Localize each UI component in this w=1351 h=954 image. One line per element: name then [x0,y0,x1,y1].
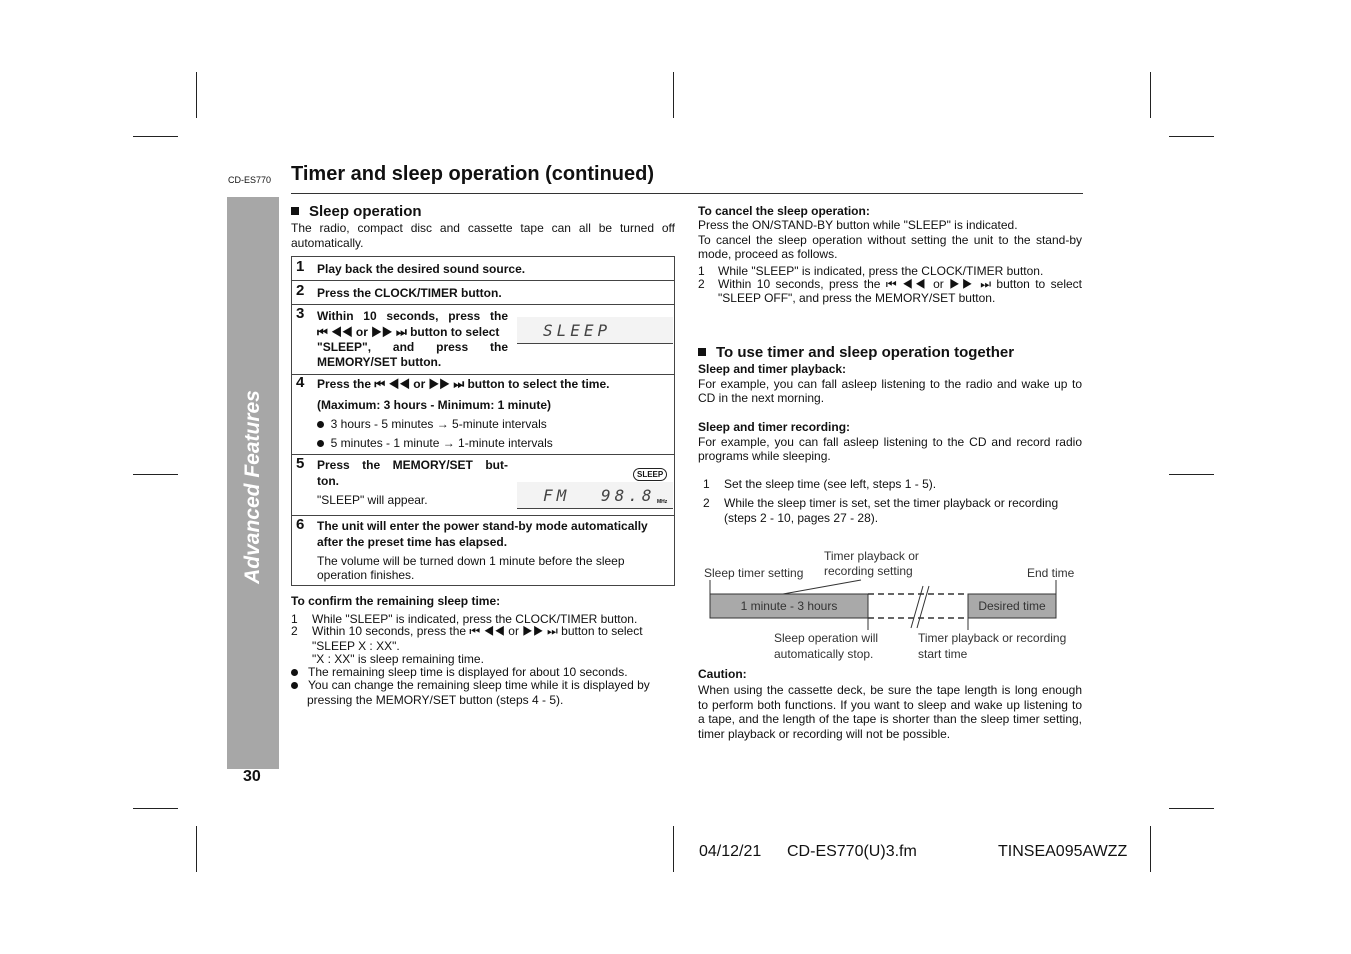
crop-mark [196,72,197,118]
box-sleep-duration: 1 minute - 3 hours [740,599,838,613]
step-text: The volume will be turned down 1 minute before the sleep [317,554,625,568]
caution-title: Caution: [698,667,747,681]
step-number: 5 [296,455,305,472]
step-text: Play back the desired sound source. [317,262,526,276]
confirm-title: To confirm the remaining sleep time: [291,594,501,608]
box-desired-time: Desired time [978,599,1046,613]
crop-mark [673,826,674,872]
confirm-num: 1 [291,612,298,626]
cancel-num: 2 [698,277,705,291]
step-text: Press the CLOCK/TIMER button. [317,286,502,300]
cancel-text: Press the ON/STAND-BY button while "SLEEP" is indicated. [698,218,1018,232]
step-text: ⏮ ◀◀ or ▶▶ ⏭ button to select [317,325,500,339]
section-title-sleep: Sleep operation [291,203,422,220]
playback-text: For example, you can fall asleep listening to the radio and wake up to CD in the next morning. [698,377,1082,405]
cancel-item: "SLEEP OFF", and press the MEMORY/SET button. [718,291,996,305]
cancel-title: To cancel the sleep operation: [698,204,870,218]
crop-mark [1150,826,1151,872]
crop-mark [133,474,178,475]
sleep-intro: The radio, compact disc and cassette tape can all be turned off automatically. [291,221,675,250]
square-bullet-icon [291,207,299,215]
lcd-display-sleep [517,317,673,344]
square-bullet-icon [698,348,706,356]
recording-text: For example, you can fall asleep listening to the CD and record radio programs while sleeping. [698,435,1082,463]
confirm-bullet: The remaining sleep time is displayed for about 10 seconds. [291,666,628,679]
footer-file: CD-ES770(U)3.fm [787,843,917,860]
step-bullet: 5 minutes - 1 minute → 1-minute intervals [317,436,553,451]
step-text: MEMORY/SET button. [317,355,442,369]
together-num: 2 [703,496,710,510]
lcd-unit: MHz [657,499,668,505]
together-num: 1 [703,477,710,491]
bullet-icon [317,440,324,447]
step-text: Press the ⏮ ◀◀ or ▶▶ ⏭ button to select the time. [317,377,610,391]
footer-code: TINSEA095AWZZ [998,843,1128,860]
step-text: "SLEEP" will appear. [317,493,428,507]
step-number: 2 [296,282,305,299]
recording-title: Sleep and timer recording: [698,420,851,434]
step-divider [292,515,674,516]
together-step: Set the sleep time (see left, steps 1 - 5). [724,477,937,491]
step-number: 4 [296,374,305,391]
crop-mark [133,136,178,137]
bullet-icon [291,669,298,676]
label-timer-setting: recording setting [824,564,913,578]
step-divider [292,280,674,281]
footer-date: 04/12/21 [699,843,762,860]
cancel-num: 1 [698,264,705,278]
confirm-bullet-cont: pressing the MEMORY/SET button (steps 4 - 5). [307,693,564,707]
confirm-num: 2 [291,624,298,638]
label-timer-setting: Timer playback or [824,549,919,563]
step-number: 6 [296,516,305,533]
lcd-frequency: 98.8 [601,486,656,505]
lcd-display-fm [517,482,673,509]
step-text: "SLEEP", and press the [317,340,508,354]
label-timer-start: Timer playback or recording [918,631,1067,645]
step-text: (Maximum: 3 hours - Minimum: 1 minute) [317,398,552,412]
title-rule [291,193,1083,194]
timing-diagram [698,546,1088,666]
sleep-badge-icon: SLEEP [633,468,667,481]
crop-mark [1169,808,1214,809]
lcd-text: SLEEP [543,321,612,340]
label-sleep-setting: Sleep timer setting [704,566,804,580]
crop-mark [1169,136,1214,137]
cancel-item: Within 10 seconds, press the ⏮ ◀◀ or ▶▶ ⏭ button to select [718,277,1082,291]
confirm-item: "X : XX" is sleep remaining time. [312,652,484,666]
step-text: after the preset time has elapsed. [317,535,508,549]
together-step: While the sleep timer is set, set the timer playback or recording [724,496,1059,510]
step-number: 1 [296,258,305,275]
label-sleep-stop: automatically stop. [774,647,874,661]
playback-title: Sleep and timer playback: [698,362,847,376]
confirm-bullet: You can change the remaining sleep time while it is displayed by [291,679,650,692]
bullet-icon [291,682,298,689]
page-title: Timer and sleep operation (continued) [291,163,655,185]
label-timer-start: start time [918,647,968,661]
step-divider [292,374,674,375]
crop-mark [1169,474,1214,475]
crop-mark [1150,72,1151,118]
sidebar-tab [227,197,279,769]
lcd-band: FM [543,486,571,505]
step-text: ton. [317,474,339,488]
confirm-item: "SLEEP X : XX". [312,639,400,653]
step-number: 3 [296,305,305,322]
section-title-together: To use timer and sleep operation together [698,344,1014,361]
confirm-item: While "SLEEP" is indicated, press the CLOCK/TIMER button. [312,612,638,626]
step-text: The unit will enter the power stand-by mode automatically [317,519,648,533]
sidebar-label: Advanced Features [241,390,264,584]
step-divider [292,454,674,455]
steps-box [291,256,675,586]
confirm-item: Within 10 seconds, press the ⏮ ◀◀ or ▶▶ ⏭ button to select [312,624,643,638]
together-step: (steps 2 - 10, pages 27 - 28). [724,511,879,525]
step-bullet: 3 hours - 5 minutes → 5-minute intervals [317,417,547,432]
crop-mark [133,808,178,809]
cancel-item: While "SLEEP" is indicated, press the CLOCK/TIMER button. [718,264,1044,278]
crop-mark [196,826,197,872]
step-divider [292,304,674,305]
step-text: Press the MEMORY/SET but- [317,458,508,472]
page-number: 30 [243,768,261,785]
crop-mark [673,72,674,118]
label-sleep-stop: Sleep operation will [774,631,879,645]
model-label: CD-ES770 [228,175,272,185]
cancel-text: To cancel the sleep operation without setting the unit to the stand-by mode, proceed as follows. [698,233,1082,261]
bullet-icon [317,421,324,428]
step-text: operation finishes. [317,568,415,582]
step-text: Within 10 seconds, press the [317,309,508,323]
label-end-time: End time [1027,566,1075,580]
caution-text: When using the cassette deck, be sure the tape length is long enough to perform both functions. If you want to sleep and wake up listening to a tape, and the length of the tape is shorter than the sleep timer setting, timer playback or recording will not be possible. [698,683,1082,741]
